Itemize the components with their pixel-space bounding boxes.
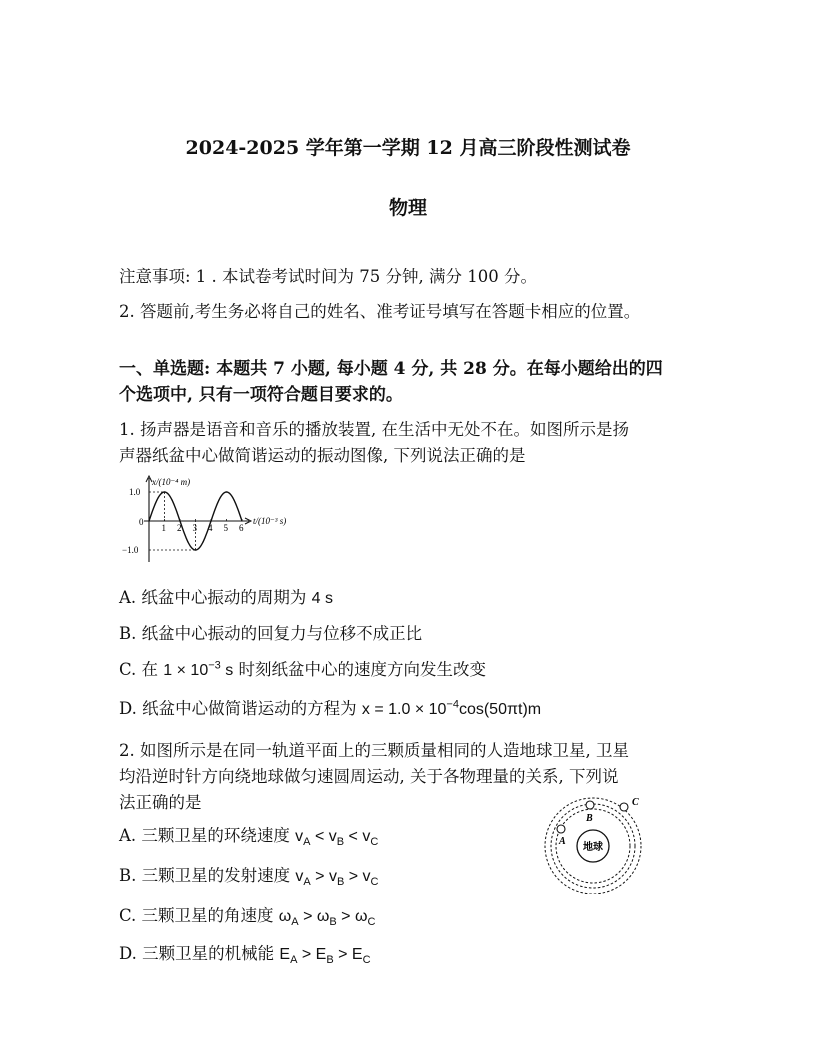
- q2-b-sub-3: C: [370, 876, 379, 889]
- q2-option-b: [119, 862, 378, 888]
- q2-option-d-math: [279, 946, 371, 967]
- satellite-orbit-figure: [535, 794, 650, 894]
- data-point-11: [234, 500, 235, 501]
- section-heading-line-2: 个选项中, 只有一项符合题目要求的。: [119, 385, 403, 405]
- vibration-graph: [118, 474, 298, 566]
- q1-option-c-suffix: 时刻纸盆中心的速度方向发生改变: [238, 660, 486, 679]
- data-point-0: [148, 520, 149, 521]
- data-point-1: [156, 500, 157, 501]
- satellite-c: [620, 803, 628, 811]
- subject-title: 物理: [388, 197, 427, 219]
- x-tick-label-4: 4: [208, 523, 213, 533]
- x-tick-label-3: 3: [192, 523, 197, 533]
- q2-a-sub-2: B: [336, 836, 345, 849]
- q1-option-c-math-exp: −3: [208, 659, 221, 672]
- x-tick-label-1: 1: [161, 523, 166, 533]
- q2-a-rel-1: < v: [310, 828, 337, 845]
- note-line-1: 注意事项: 1 . 本试卷考试时间为 75 分钟, 满分 100 分。: [119, 267, 537, 286]
- q2-c-rel-1: > ω: [298, 908, 330, 925]
- q2-c-sub-2: B: [329, 916, 337, 929]
- q2-option-a-text: A. 三颗卫星的环绕速度: [119, 826, 290, 845]
- q2-option-c-text: C. 三颗卫星的角速度: [119, 906, 274, 925]
- q1-option-b: B. 纸盆中心振动的回复力与位移不成正比: [119, 624, 423, 643]
- q1-option-c-prefix: C. 在: [119, 660, 159, 679]
- exam-title: 2024-2025 学年第一学期 12 月高三阶段性测试卷: [185, 137, 631, 159]
- q2-option-b-text: B. 三颗卫星的发射速度: [119, 866, 291, 885]
- q1-option-d-text: D. 纸盆中心做简谐运动的方程为: [119, 699, 357, 718]
- data-point-10: [226, 491, 227, 492]
- q2-option-b-math: [295, 868, 379, 889]
- satellite-a: [557, 825, 565, 833]
- q2-c-rel-2: > ω: [336, 908, 368, 925]
- q2-stem-line-2: 均沿逆时针方向绕地球做匀速圆周运动, 关于各物理量的关系, 下列说: [119, 767, 619, 786]
- x-tick-label-6: 6: [239, 523, 244, 533]
- satellite-b: [586, 801, 594, 809]
- q2-c-sub-3: C: [367, 916, 376, 929]
- q1-option-c-math: [163, 659, 234, 679]
- q1-option-d: [119, 695, 541, 719]
- data-point-3: [172, 500, 173, 501]
- q2-option-d-text: D. 三颗卫星的机械能: [119, 944, 275, 963]
- q2-a-sub-3: C: [370, 836, 379, 849]
- q1-option-d-math-tail: cos(50πt)m: [458, 701, 542, 718]
- x-axis-label: t/(10⁻³ s): [253, 516, 287, 526]
- q2-a-sub-1: A: [303, 836, 311, 849]
- q2-option-c: [119, 902, 375, 928]
- q2-option-d: [119, 940, 371, 966]
- x-tick-label-2: 2: [177, 523, 182, 533]
- satellite-c-label: C: [632, 797, 639, 808]
- q2-c-sym: ω: [278, 908, 292, 925]
- q1-option-d-math: [361, 698, 542, 718]
- q1-option-a: [119, 584, 333, 608]
- q2-d-sym: E: [279, 946, 291, 963]
- data-point-9: [218, 500, 219, 501]
- section-heading-line-1: 一、单选题: 本题共 7 小题, 每小题 4 分, 共 28 分。在每小题给出的四: [119, 359, 663, 379]
- q1-option-c: [119, 656, 486, 680]
- data-point-6: [195, 549, 196, 550]
- q2-d-sub-3: C: [362, 954, 371, 967]
- q2-a-sym: v: [295, 828, 304, 845]
- q2-b-sym: v: [295, 868, 304, 885]
- earth-label: 地球: [583, 842, 603, 853]
- y-tick-label-min: −1.0: [122, 545, 139, 555]
- q2-stem-line-3: 法正确的是: [119, 793, 202, 812]
- q2-option-a-math: [295, 828, 379, 849]
- note-line-2: 2. 答题前,考生务必将自己的姓名、准考证号填写在答题卡相应的位置。: [119, 302, 641, 321]
- q2-d-sub-1: A: [290, 954, 298, 967]
- q1-stem-line-1: 1. 扬声器是语音和音乐的播放装置, 在生活中无处不在。如图所示是扬: [119, 420, 629, 439]
- satellite-b-label: B: [586, 813, 593, 824]
- y-axis-label: x/(10⁻⁴ m): [152, 477, 191, 487]
- data-point-2: [164, 491, 165, 492]
- q1-option-c-math-base: 1 × 10: [163, 662, 209, 679]
- q2-b-rel-2: > v: [344, 868, 371, 885]
- q2-b-rel-1: > v: [310, 868, 337, 885]
- q2-stem-line-1: 2. 如图所示是在同一轨道平面上的三颗质量相同的人造地球卫星, 卫星: [119, 741, 629, 760]
- q2-d-rel-1: > E: [297, 946, 327, 963]
- q1-option-a-text: A. 纸盆中心振动的周期为: [119, 588, 307, 607]
- q2-d-sub-2: B: [326, 954, 334, 967]
- q2-a-rel-2: < v: [344, 828, 371, 845]
- q1-option-a-math: 4 s: [311, 590, 333, 607]
- satellite-a-label: A: [559, 836, 566, 847]
- x-tick-label-5: 5: [223, 523, 228, 533]
- q2-b-sub-1: A: [303, 876, 311, 889]
- q1-option-d-math-base: x = 1.0 × 10: [361, 701, 447, 718]
- q2-option-c-math: [278, 908, 376, 929]
- q2-c-sub-1: A: [291, 916, 299, 929]
- data-point-7: [203, 541, 204, 542]
- data-point-5: [187, 541, 188, 542]
- q1-stem-line-2: 声器纸盆中心做简谐运动的振动图像, 下列说法正确的是: [119, 446, 526, 465]
- q2-b-sub-2: B: [336, 876, 345, 889]
- q1-option-d-math-exp: −4: [446, 698, 459, 711]
- y-tick-label-0: 0: [139, 517, 144, 527]
- q2-option-a: [119, 822, 378, 848]
- q2-d-rel-2: > E: [333, 946, 363, 963]
- q1-option-c-math-unit: s: [220, 662, 234, 679]
- y-tick-label-max: 1.0: [129, 487, 141, 497]
